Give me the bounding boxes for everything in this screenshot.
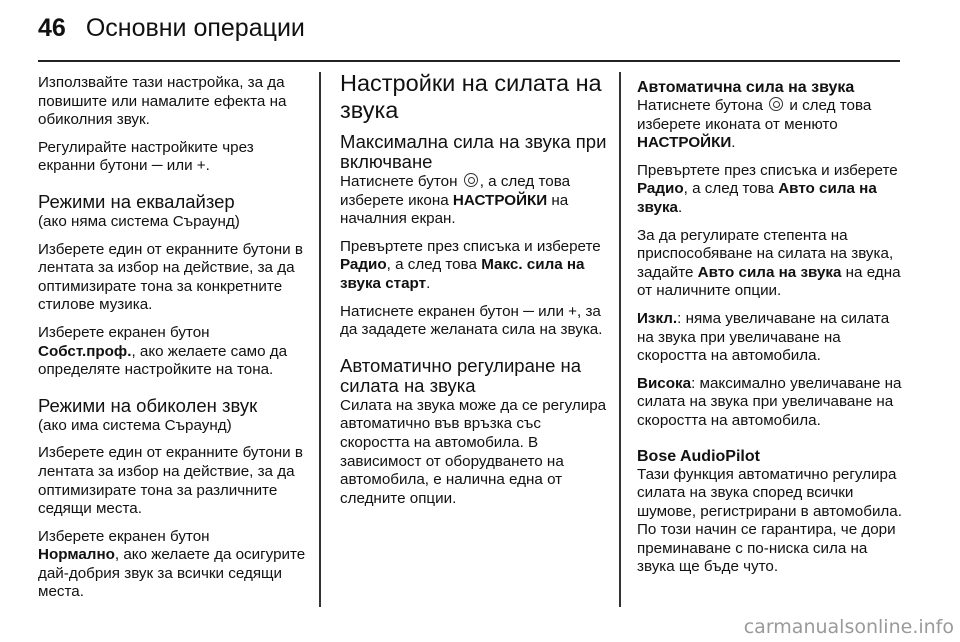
gear-icon: [464, 173, 478, 187]
gear-icon: [769, 97, 783, 111]
max-volume-paragraph-3: Натиснете екранен бутон ─ или +, за да зададете желаната сила на звука.: [340, 302, 603, 339]
column-2: [340, 70, 608, 517]
intro-paragraph: Използвайте тази настройка, за да повишите или намалите ефекта на обиколния звук.: [38, 74, 287, 129]
auto-volume-adjust-heading: Автоматично регулиране на силата на звука: [340, 354, 582, 396]
volume-settings-title: Настройки на силата на звука: [340, 70, 602, 123]
equalizer-subtitle: (ако няма система Съраунд): [38, 212, 240, 230]
auto-volume-paragraph: Силата на звука може да се регулира автоматично във връзка със скоростта на автомобила. В зависимост от оборудването на автомобила, е налична една от следните опции.: [340, 396, 607, 507]
auto-volume-step-2: Превъртете през списъка и изберете Радио, а след това Авто сила на звука.: [637, 161, 898, 216]
column-3: [637, 78, 902, 586]
custom-profile-label: Собст.проф.: [38, 342, 132, 360]
header-rule: [38, 60, 900, 62]
adjust-paragraph: Регулирайте настройките чрез екранни бутони ─ или +.: [38, 138, 254, 175]
option-off: Изкл.: няма увеличаване на силата на звука при увеличаване на скоростта на автомобила.: [637, 309, 890, 365]
equalizer-paragraph-1: Изберете един от екранните бутони в лентата за избор на действие, за да оптимизирате тона за конкретните стилове музика.: [38, 240, 303, 314]
auto-volume-step-1: Натиснете бутона и след това изберете иконата от менюто НАСТРОЙКИ.: [637, 97, 872, 152]
surround-subtitle: (ако има система Съраунд): [38, 416, 232, 434]
surround-heading: Режими на обиколен звук: [38, 394, 258, 416]
surround-paragraph-2: Изберете екранен бутон Нормално, ако желаете да осигурите дай-добрия звук за всички седящи места.: [38, 527, 306, 601]
watermark: carmanualsonline.info: [743, 616, 954, 638]
equalizer-paragraph-2: Изберете екранен бутон Собст.проф., ако желаете само да определяте настройките на тона.: [38, 323, 288, 379]
column-1: [38, 74, 306, 611]
page-number: 46: [38, 14, 66, 42]
option-high: Висока: максимално увеличаване на силата на звука при увеличаване на скоростта на автомобила.: [637, 374, 902, 429]
equalizer-heading: Режими на еквалайзер: [38, 190, 235, 212]
auto-volume-heading: Автоматична сила на звука: [637, 79, 855, 96]
column-divider-1: [319, 72, 321, 607]
max-volume-paragraph-1: Натиснете бутон , а след това изберете икона НАСТРОЙКИ на началния екран.: [340, 173, 571, 228]
surround-paragraph-1: Изберете един от екранните бутони в лентата за избор на действие, за да оптимизирате тона за различните седящи места.: [38, 444, 303, 518]
page-header: [38, 14, 305, 54]
bose-audiopilot-heading: Bose AudioPilot: [637, 447, 760, 465]
column-divider-2: [619, 72, 621, 607]
page-title: Основни операции: [85, 14, 305, 42]
max-startup-volume-heading: Максимална сила на звука при включване: [340, 131, 607, 172]
bose-audiopilot-paragraph: Тази функция автоматично регулира силата на звука според всички шумове, регистрирани в автомобила. По този начин се гарантира, че дори преминаване с по-ниска сила на звука ще бъде чуто.: [637, 465, 902, 576]
auto-volume-step-3: За да регулирате степента на приспособяване на силата на звука, задайте Авто сила на звука на една от наличните опции.: [637, 226, 901, 300]
normal-label: Нормално: [38, 546, 115, 564]
max-volume-paragraph-2: Превъртете през списъка и изберете Радио, а след това Макс. сила на звука старт.: [340, 237, 601, 292]
